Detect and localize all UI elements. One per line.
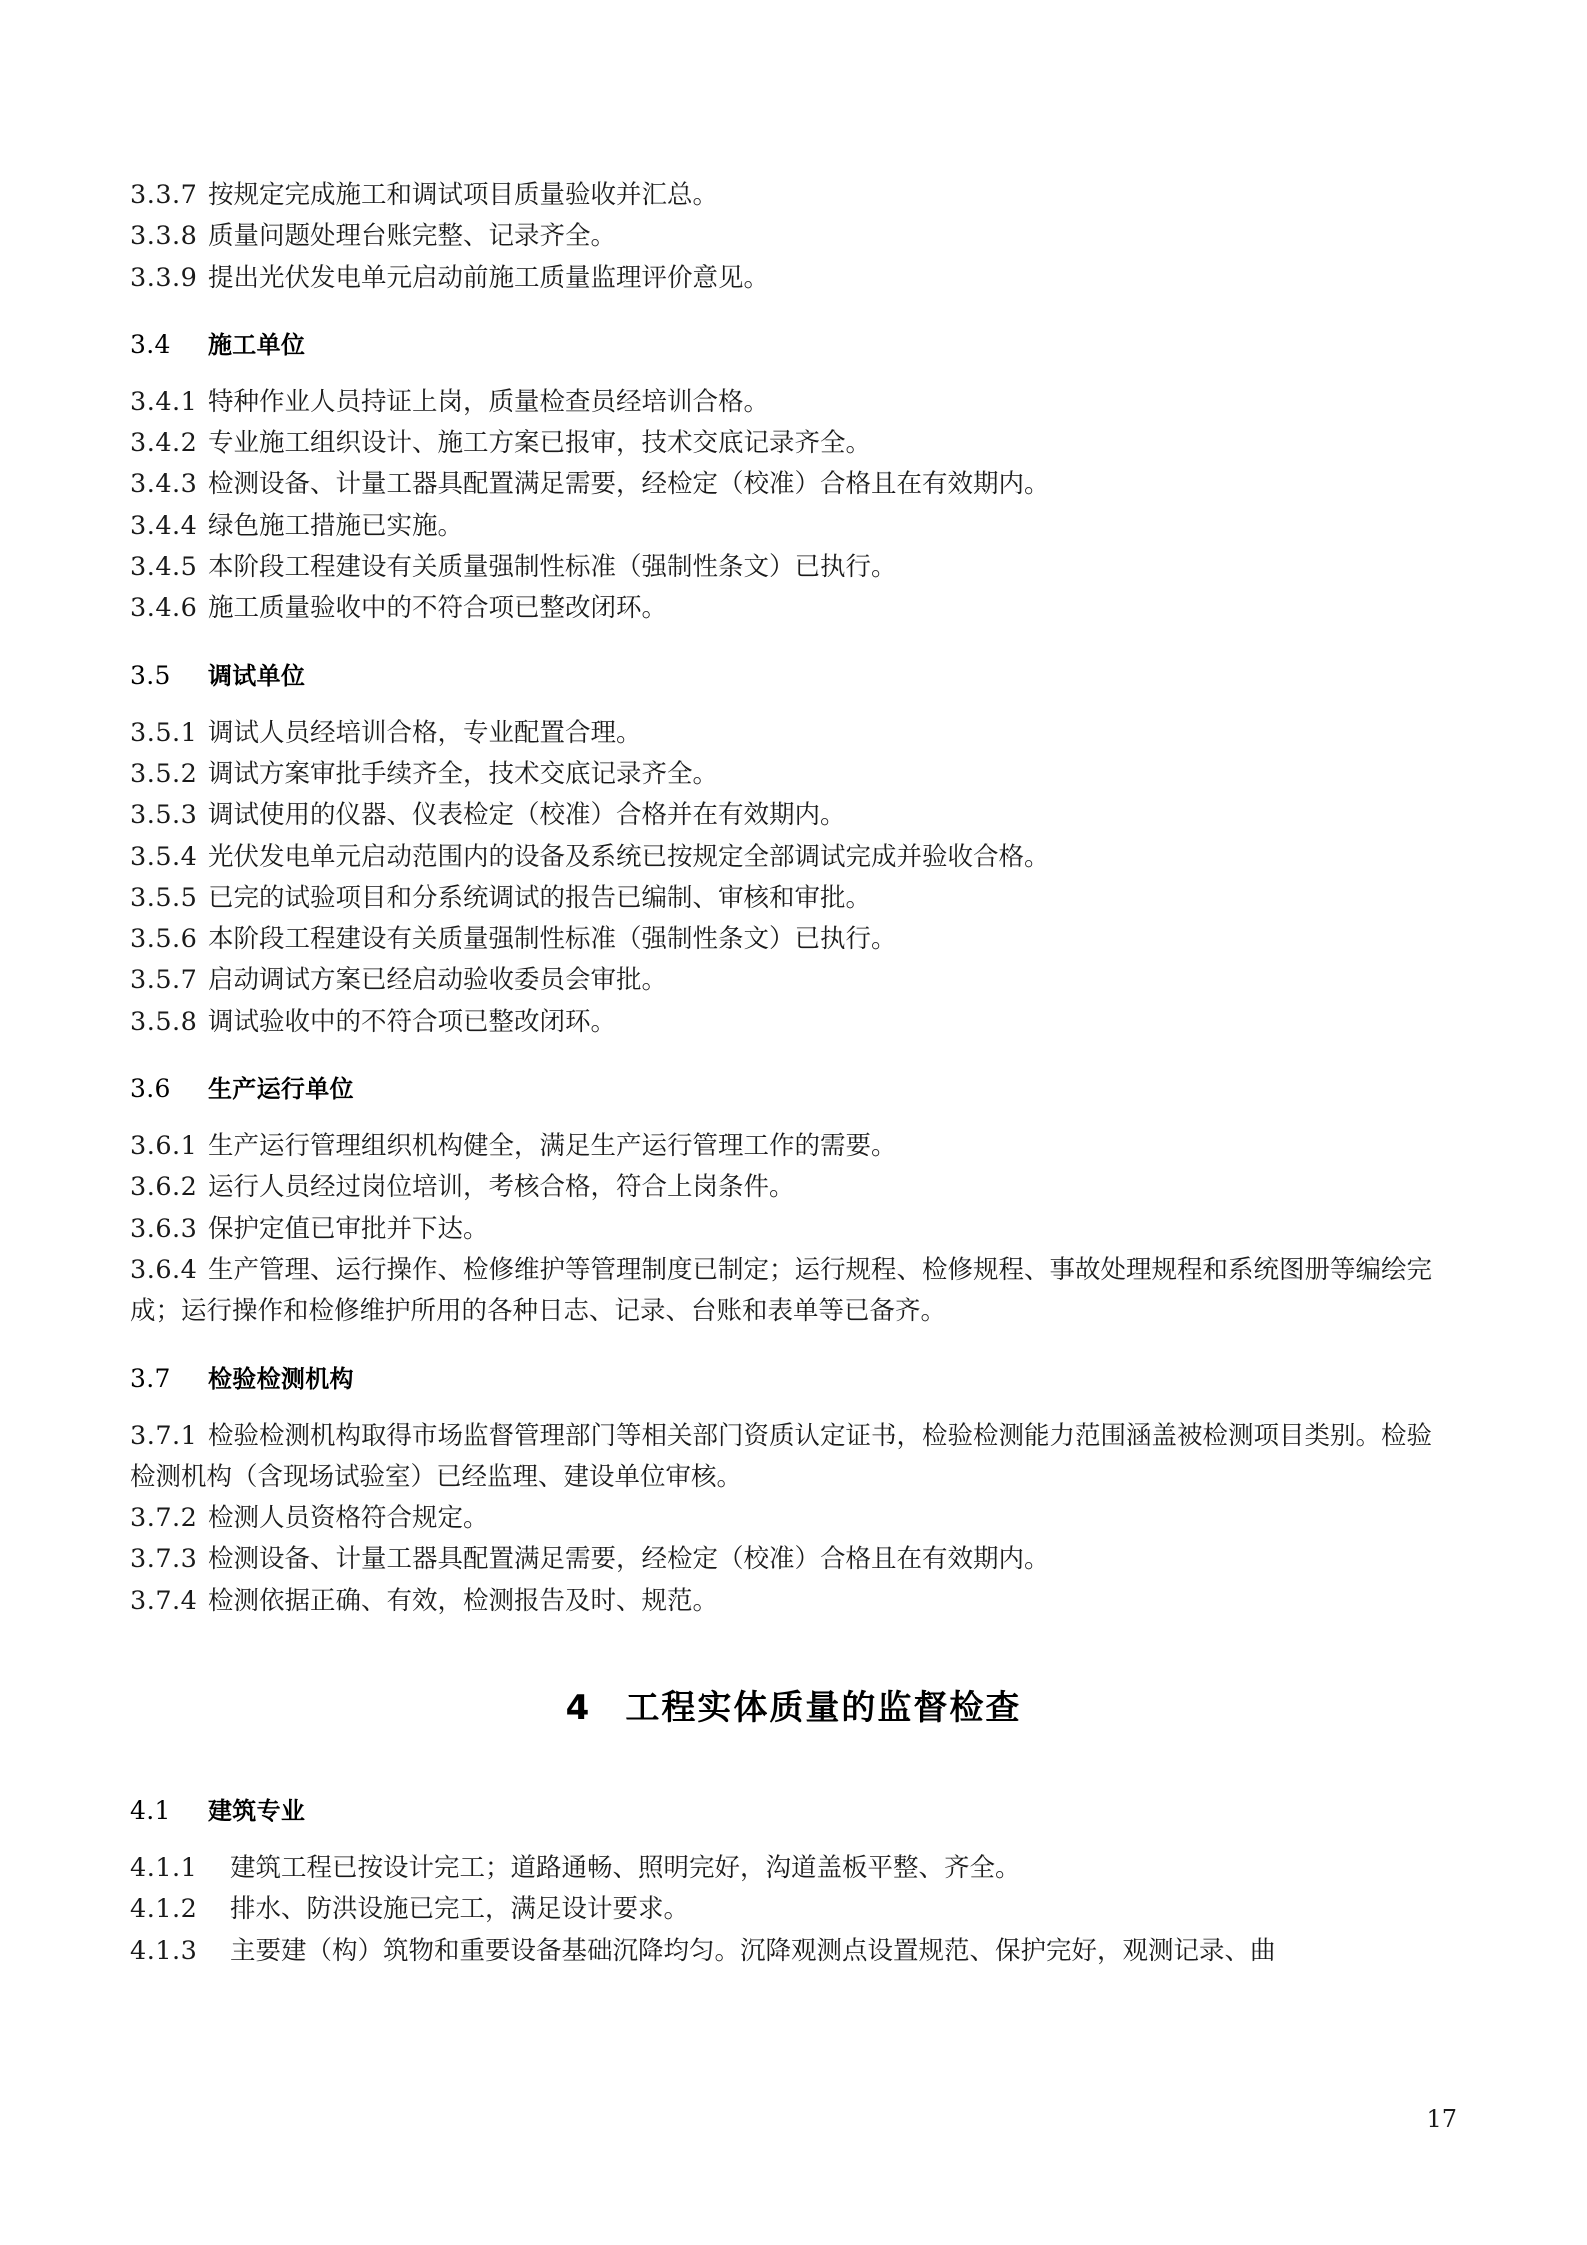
list-item [130, 960, 1457, 1001]
item-number: 3.7.2 [130, 1503, 198, 1534]
item-text: 特种作业人员持证上岗，质量检查员经培训合格。 [208, 386, 770, 417]
list-item [130, 506, 1457, 547]
item-number: 3.5.8 [130, 1006, 198, 1037]
item-number: 3.6.3 [130, 1213, 198, 1244]
list-item [130, 754, 1457, 795]
item-group-3-5 [130, 713, 1457, 1043]
list-item [130, 1889, 1457, 1930]
item-number: 3.7.3 [130, 1544, 198, 1575]
item-group-3-6 [130, 1126, 1457, 1332]
item-number: 3.4.5 [130, 552, 198, 583]
section-title: 建筑专业 [208, 1797, 306, 1826]
list-item [130, 175, 1457, 216]
list-item [130, 423, 1457, 464]
list-item [130, 919, 1457, 960]
item-text: 绿色施工措施已实施。 [208, 510, 464, 541]
list-item [130, 713, 1457, 754]
list-item [130, 795, 1457, 836]
item-number: 3.7.4 [130, 1585, 198, 1616]
list-item [130, 837, 1457, 878]
chapter-title-text: 工程实体质量的监督检查 [625, 1688, 1022, 1729]
section-number: 3.7 [130, 1363, 171, 1393]
item-number: 3.7.1 [130, 1420, 198, 1451]
list-item [130, 382, 1457, 423]
item-group-3-3 [130, 175, 1457, 299]
item-text: 调试方案审批手续齐全，技术交底记录齐全。 [208, 758, 719, 789]
item-number: 3.6.4 [130, 1254, 198, 1285]
item-number: 3.5.2 [130, 758, 198, 789]
paragraph-text: 生产管理、运行操作、检修维护等管理制度已制定；运行规程、检修规程、事故处理规程和系统图册等编绘完成；运行操作和检修维护所用的各种日志、记录、台账和表单等已备齐。 [130, 1254, 1433, 1327]
item-number: 3.5.5 [130, 882, 198, 913]
list-item [130, 1539, 1457, 1580]
item-text: 专业施工组织设计、施工方案已报审，技术交底记录齐全。 [208, 428, 872, 459]
item-text: 检测依据正确、有效，检测报告及时、规范。 [208, 1585, 719, 1616]
item-number: 4.1.1 [130, 1853, 198, 1884]
section-number: 3.4 [130, 329, 171, 359]
item-number: 3.5.4 [130, 841, 198, 872]
item-number: 3.3.8 [130, 221, 198, 252]
item-text: 按规定完成施工和调试项目质量验收并汇总。 [208, 180, 719, 210]
list-item [130, 1209, 1457, 1250]
item-text: 调试验收中的不符合项已整改闭环。 [208, 1006, 617, 1037]
list-item [130, 547, 1457, 588]
item-number: 3.5.3 [130, 800, 198, 831]
item-text: 质量问题处理台账完整、记录齐全。 [208, 221, 617, 252]
section-number: 4.1 [130, 1796, 171, 1826]
item-text: 运行人员经过岗位培训，考核合格，符合上岗条件。 [208, 1172, 795, 1203]
list-item [130, 1126, 1457, 1167]
item-text: 调试使用的仪器、仪表检定（校准）合格并在有效期内。 [208, 800, 846, 831]
item-text: 检测人员资格符合规定。 [208, 1503, 489, 1534]
list-item [130, 1931, 1457, 1972]
list-item [130, 878, 1457, 919]
item-group-4-1 [130, 1848, 1457, 1972]
list-item [130, 464, 1457, 505]
item-number: 3.4.4 [130, 510, 198, 541]
section-title: 检验检测机构 [208, 1364, 354, 1393]
item-text: 主要建（构）筑物和重要设备基础沉降均匀。沉降观测点设置规范、保护完好，观测记录、曲 [230, 1935, 1276, 1966]
section-number: 3.5 [130, 660, 171, 690]
item-text: 本阶段工程建设有关质量强制性标准（强制性条文）已执行。 [208, 552, 897, 583]
section-title: 生产运行单位 [208, 1075, 354, 1104]
section-title: 施工单位 [208, 330, 306, 359]
item-number: 3.5.7 [130, 965, 198, 996]
paragraph [130, 1416, 1457, 1499]
list-item [130, 1002, 1457, 1043]
item-text: 检测设备、计量工器具配置满足需要，经检定（校准）合格且在有效期内。 [208, 1544, 1050, 1575]
paragraph-text: 检验检测机构取得市场监督管理部门等相关部门资质认定证书，检验检测能力范围涵盖被检测项目类别。检验检测机构（含现场试验室）已经监理、建设单位审核。 [130, 1420, 1433, 1492]
list-item [130, 258, 1457, 299]
item-group-3-4 [130, 382, 1457, 630]
item-number: 3.4.1 [130, 386, 198, 417]
item-number: 3.3.7 [130, 180, 198, 210]
section-heading-3-6 [130, 1069, 1457, 1104]
item-number: 3.4.3 [130, 469, 198, 500]
section-title: 调试单位 [208, 661, 306, 690]
list-item [130, 1167, 1457, 1208]
item-group-3-7 [130, 1416, 1457, 1622]
item-number: 3.5.6 [130, 924, 198, 955]
item-number: 3.6.2 [130, 1172, 198, 1203]
item-number: 3.4.2 [130, 428, 198, 459]
item-number: 3.3.9 [130, 262, 198, 293]
item-number: 3.4.6 [130, 593, 198, 624]
section-heading-3-4 [130, 325, 1457, 360]
item-text: 光伏发电单元启动范围内的设备及系统已按规定全部调试完成并验收合格。 [208, 841, 1050, 872]
item-number: 4.1.2 [130, 1894, 198, 1925]
item-text: 建筑工程已按设计完工；道路通畅、照明完好，沟道盖板平整、齐全。 [230, 1853, 1021, 1884]
item-text: 本阶段工程建设有关质量强制性标准（强制性条文）已执行。 [208, 924, 897, 955]
item-text: 施工质量验收中的不符合项已整改闭环。 [208, 593, 668, 624]
section-number: 3.6 [130, 1074, 171, 1104]
list-item [130, 1848, 1457, 1889]
item-number: 3.6.1 [130, 1131, 198, 1162]
item-text: 生产运行管理组织机构健全，满足生产运行管理工作的需要。 [208, 1131, 897, 1162]
item-text: 检测设备、计量工器具配置满足需要，经检定（校准）合格且在有效期内。 [208, 469, 1050, 500]
item-text: 启动调试方案已经启动验收委员会审批。 [208, 965, 668, 996]
item-number: 3.5.1 [130, 717, 198, 748]
item-text: 提出光伏发电单元启动前施工质量监理评价意见。 [208, 262, 770, 293]
page-number: 17 [1426, 2105, 1457, 2133]
item-text: 调试人员经培训合格，专业配置合理。 [208, 717, 642, 748]
paragraph [130, 1250, 1457, 1333]
section-heading-3-5 [130, 656, 1457, 691]
list-item [130, 216, 1457, 257]
section-heading-4-1 [130, 1791, 1457, 1826]
item-text: 排水、防洪设施已完工，满足设计要求。 [230, 1894, 690, 1925]
section-heading-3-7 [130, 1359, 1457, 1394]
list-item [130, 1581, 1457, 1622]
item-text: 已完的试验项目和分系统调试的报告已编制、审核和审批。 [208, 882, 872, 913]
chapter-number: 4 [565, 1688, 592, 1729]
list-item [130, 588, 1457, 629]
item-text: 保护定值已审批并下达。 [208, 1213, 489, 1244]
item-number: 4.1.3 [130, 1935, 198, 1966]
list-item [130, 1498, 1457, 1539]
chapter-title [130, 1680, 1457, 1729]
